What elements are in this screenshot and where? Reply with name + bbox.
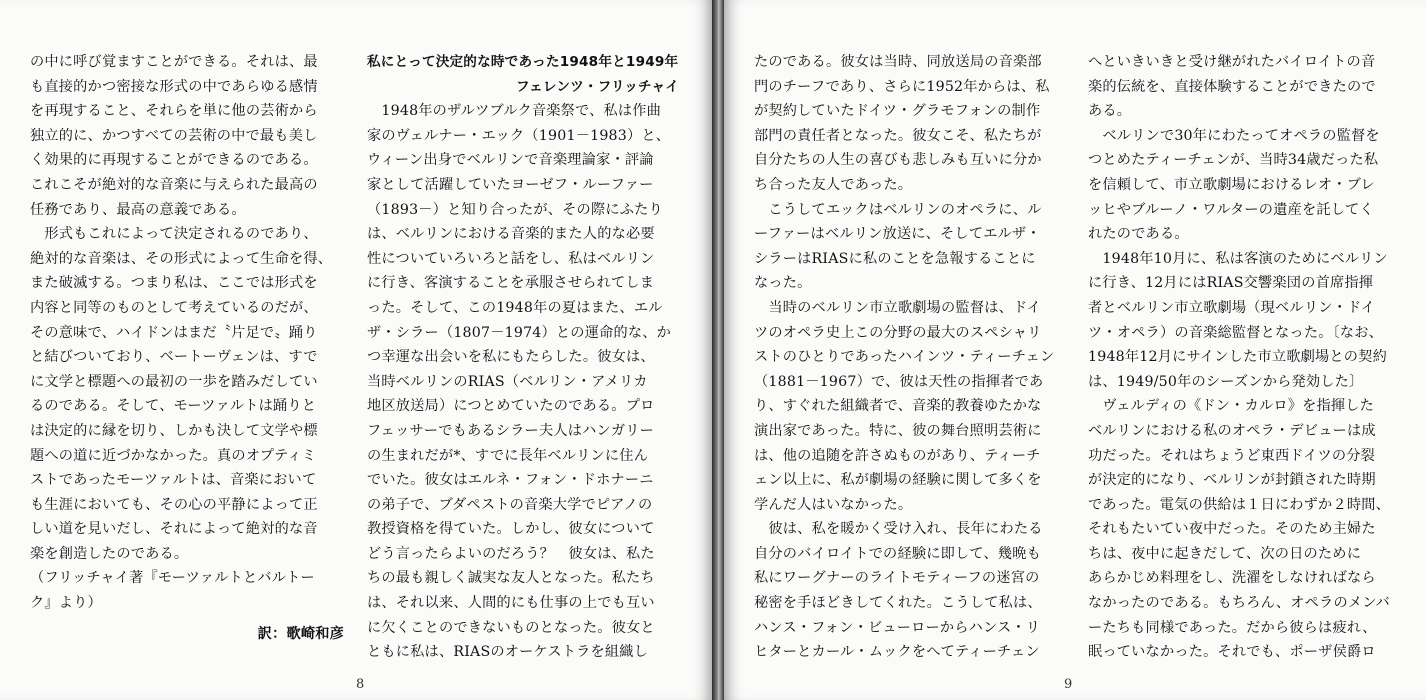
body-text: へといきいきと受け継がれたバイロイトの音 楽的伝統を、直接体験することができたので ある。 ベルリンで30年にわたってオペラの監督を つとめたティーチェンが、当時34歳だった私 を信頼して、市立歌劇場におけるレオ・ブレ ッヒやブルーノ・ワルターの遺産を託してく れたのである。 1948年10月に、私は客演のためにベルリン に行き、12月にはRIAS交響楽団の首席指揮 者とベルリン市立歌劇場（現ベルリン・ドイ ツ・オペラ）の音楽総監督となった。〔なお、 1948年12月にサインした市立歌劇場との契約 は、1949/50年のシーズンから発効した〕 ヴェルディの《ドン・カルロ》を指揮した ベルリンにおける私のオペラ・デビューは成 功だった。それはちょうど東西ドイツの分裂 が決定的になり、ベルリンが封鎖された時期 であった。電気の供給は１日にわずか２時間、 それもたいてい夜中だった。そのため主婦た ちは、夜中に起きだして、次の日のために あらかじめ料理をし、洗濯をしなければなら なかったのである。もちろん、オペラのメンバ ーたちも同様であった。だから彼らは疲れ、 眠っていなかった。それでも、ポーザ侯爵ロ (1088, 54, 1390, 661)
right-page-column-2 (1088, 50, 1400, 665)
page-number: 8 (356, 677, 365, 692)
book-gutter (712, 0, 724, 700)
page-number: 9 (1064, 677, 1073, 692)
body-text: たのである。彼女は当時、同放送局の音楽部 門のチーフであり、さらに1952年からは、私 が契約していたドイツ・グラモフォンの制作 部門の責任者となった。彼女こそ、私たちが 自分たちの人生の喜びも悲しみも互いに分か ち合った友人であった。 こうしてエックはベルリンのオペラに、ル ーファーはベルリン放送に、そしてエルザ・ シラーはRIASに私のことを急報することに なった。 当時のベルリン市立歌劇場の監督は、ドイ ツのオペラ史上この分野の最大のスペシャリ ストのひとりであったハインツ・ティーチェン （1881－1967）で、彼は天性の指揮者であ り、すぐれた組織者で、音楽的教養ゆたかな 演出家であった。特に、彼の舞台照明芸術に は、他の追随を許さぬものがあり、ティーチ ェン以上に、私が劇場の経験に関して多くを 学んだ人はいなかった。 彼は、私を暖かく受け入れ、長年にわたる 自分のバイロイトでの経験に即して、幾晩も 私にワーグナーのライトモティーフの迷宮の 秘密を手ほどきしてくれた。こうして私は、 ハンス・フォン・ビューローからハンス・リ ヒターとカール・ムックをへてティーチェン (754, 54, 1055, 661)
right-page (724, 0, 1426, 700)
right-page-column-1 (754, 50, 1060, 665)
body-text: の中に呼び覚ますことができる。それは、最 も直接的かつ密接な形式の中であらゆる感情 を再現すること、それらを単に他の芸術から 独立的に、かつすべての芸術の中で最も美し く効果的に再現することができるのである。 これこそが絶対的な音楽に与えられた最高の 任務であり、最高の意義である。 形式もこれによって決定されるのであり、 絶対的な音楽は、その形式によって生命を得、 また破滅する。つまり私は、ここでは形式を 内容と同等のものとして考えているのだが、 その意味で、ハイドンはまだ〝片足で〟踊り と結びついており、ベートーヴェンは、すで に文学と標題への最初の一歩を踏みだしてい るのである。そして、モーツァルトは踊りと は決定的に縁を切り、しかも決して文学や標 題への道に近づかなかった。真のオプティミ ストであったモーツァルトは、音楽において も生涯においても、その心の平静によって正 しい道を見いだし、それによって絶対的な音 楽を創造したのである。 （フリッチャイ著『モーツァルトとバルトー ク』より） (30, 54, 333, 612)
left-page-column-1 (30, 50, 350, 646)
essay-author: フェレンツ・フリッチャイ (515, 78, 679, 95)
body-text: 1948年のザルツブルク音楽祭で、私は作曲 家のヴェルナー・エック（1901－1983）と、 ウィーン出身でベルリンで音楽理論家・評論 家として活躍していたヨーゼフ・ルーファー （1893－）と知り合ったが、その際にふたり は、ベルリンにおける音楽的また人的な必要 性についていろいろと話をし、私はベルリン に行き、客演することを承服させられてしま った。そして、この1948年の夏はまた、エル ザ・シラー（1807－1974）との運命的な、か つ幸運な出会いを私にもたらした。彼女は、 当時ベルリンのRIAS（ベルリン・アメリカ 地区放送局）につとめていたのである。プロ フェッサーでもあるシラー夫人はハンガリー の生まれだが*、すでに長年ベルリンに住ん でいた。彼女はエルネ・フォン・ドホナーニ の弟子で、ブダペストの音楽大学でピアノの 教授資格を得ていた。しかし、彼女について どう言ったらよいのだろう？ 彼女は、私た ちの最も親しく誠実な友人となった。私たち は、それ以来、人間的にも仕事の上でも互い に欠くことのできないものとなった。彼女と ともに私は、RIASのオーケストラを組織し (367, 103, 672, 661)
left-page (0, 0, 712, 700)
essay-heading: 私にとって決定的な時であった1948年と1949年 (367, 54, 679, 70)
translator-credit: 訳：歌崎和彦 (257, 625, 344, 642)
left-page-column-2 (367, 50, 689, 665)
